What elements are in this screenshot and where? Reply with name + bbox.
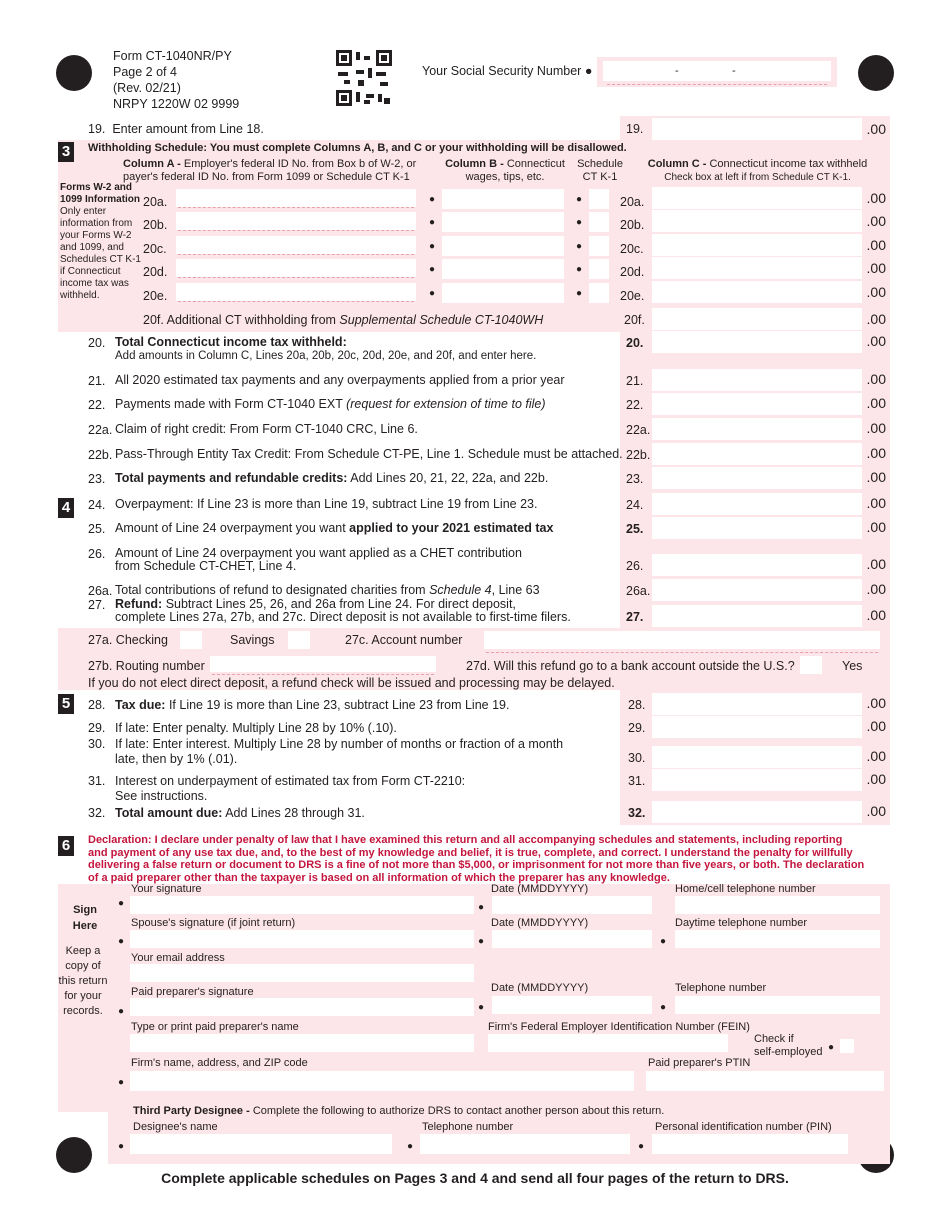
employer-id-input[interactable] [176, 236, 416, 254]
savings-label: Savings [230, 633, 275, 647]
bullet: ● [118, 1006, 125, 1017]
ct-k1-checkbox[interactable] [589, 212, 609, 232]
line-text: Total payments and refundable credits: Add Lines 20, 21, 22, 22a, and 22b. [115, 471, 549, 485]
ct-k1-checkbox[interactable] [589, 283, 609, 303]
employer-id-guide [178, 301, 414, 302]
sign-here: Sign Here [72, 904, 98, 932]
daytime-phone-field[interactable] [675, 930, 880, 948]
date-label: Date (MMDDYYYY) [491, 883, 589, 895]
preparer-name-field[interactable] [130, 1034, 474, 1052]
line-ref: 26. [626, 559, 644, 573]
bullet: ● [638, 1141, 645, 1152]
wages-input[interactable] [442, 259, 564, 279]
line-19-input[interactable] [652, 118, 862, 140]
cents: .00 [866, 695, 886, 711]
home-phone-label: Home/cell telephone number [675, 883, 816, 895]
date-label: Date (MMDDYYYY) [491, 917, 589, 929]
preparer-signature-label: Paid preparer's signature [131, 986, 254, 998]
amount-input[interactable] [652, 716, 862, 738]
bullet: ● [660, 1002, 667, 1013]
withheld-input[interactable] [652, 234, 862, 256]
line-text: Claim of right credit: From Form CT-1040 CRC, Line 6. [115, 422, 418, 436]
account-number-label: 27c. Account number [345, 633, 463, 647]
line-text: All 2020 estimated tax payments and any overpayments applied from a prior year [115, 373, 565, 387]
cents: .00 [866, 519, 886, 535]
ct-k1-checkbox[interactable] [589, 189, 609, 209]
fein-label: Firm's Federal Employer Identification Number (FEIN) [488, 1021, 750, 1033]
bullet: ● [429, 194, 436, 205]
amount-input[interactable] [652, 579, 862, 601]
bullet: ● [429, 217, 436, 228]
schedule-header: Schedule CT K-1 [577, 158, 623, 183]
ct-k1-checkbox[interactable] [589, 236, 609, 256]
employer-id-input[interactable] [176, 212, 416, 230]
line-ref: 20. [626, 336, 644, 350]
daytime-phone-label: Daytime telephone number [675, 917, 808, 929]
amount-input[interactable] [652, 746, 862, 768]
line-ref: 23. [626, 472, 644, 486]
account-number-input[interactable] [484, 631, 880, 649]
line-ref: 22a. [626, 423, 651, 437]
amount-input[interactable] [652, 605, 862, 627]
column-c-header: Column C - Connecticut income tax withheld Check box at left if from Schedule CT K-1. [647, 158, 868, 183]
spouse-date-field[interactable] [492, 930, 652, 948]
designee-name-field[interactable] [130, 1134, 392, 1154]
line-ref: 29. [628, 721, 646, 735]
bullet: ● [660, 936, 667, 947]
third-party-designee: Third Party Designee - Complete the following to authorize DRS to contact another person about this return. [133, 1105, 665, 1117]
page-number: Page 2 of 4 [113, 65, 177, 79]
line-text: Overpayment: If Line 23 is more than Line 19, subtract Line 19 from Line 23. [115, 497, 538, 511]
row-label: 20e. [143, 289, 168, 303]
keep-copy-note: Keep a copy of this return for your records. [58, 945, 108, 1017]
line-text: Tax due: If Line 19 is more than Line 23, subtract Line 23 from Line 19. [115, 698, 510, 712]
line-number: 28. [88, 698, 106, 712]
section-3-title: Withholding Schedule: You must complete Columns A, B, and C or your withholding will be disallowed. [88, 142, 627, 154]
withheld-input[interactable] [652, 281, 862, 303]
line-text: Pass-Through Entity Tax Credit: From Schedule CT-PE, Line 1. Schedule must be attached. [115, 447, 623, 461]
amount-input[interactable] [652, 769, 862, 791]
wages-input[interactable] [442, 283, 564, 303]
qr-code-icon [336, 50, 392, 106]
cents: .00 [866, 420, 886, 436]
preparer-signature-field[interactable] [130, 998, 474, 1016]
line-text: Interest on underpayment of estimated tax from Form CT-2210: See instructions. [115, 774, 466, 803]
employer-id-guide [178, 277, 414, 278]
firm-label: Firm's name, address, and ZIP code [131, 1057, 308, 1069]
date-label: Date (MMDDYYYY) [491, 982, 589, 994]
bullet: ● [576, 217, 583, 228]
line-number: 27. [88, 598, 106, 612]
line-text: Refund: Subtract Lines 25, 26, and 26a from Line 24. For direct deposit, complete Lines 27a, 27b, and 27c. Direct deposit is not available to first-time filers. [115, 597, 571, 624]
cents: .00 [866, 771, 886, 787]
line-text: If late: Enter penalty. Multiply Line 28 by 10% (.10). [115, 721, 397, 735]
line-text: Amount of Line 24 overpayment you want applied to your 2021 estimated tax [115, 521, 554, 535]
routing-number-input[interactable] [210, 656, 436, 672]
fein-field[interactable] [488, 1034, 728, 1052]
section-4-badge: 4 [58, 498, 74, 518]
line-number: 25. [88, 522, 106, 536]
section-3-badge: 3 [58, 142, 74, 162]
bullet: ● [828, 1042, 835, 1053]
withheld-input[interactable] [652, 257, 862, 279]
ptin-label: Paid preparer's PTIN [648, 1057, 751, 1069]
wages-input[interactable] [442, 236, 564, 256]
line-ref: 20a. [620, 195, 645, 209]
bullet: ● [478, 1002, 485, 1013]
cents: .00 [866, 556, 886, 572]
checking-label: 27a. Checking [88, 633, 168, 647]
yes-label: Yes [842, 659, 863, 673]
ptin-field[interactable] [646, 1071, 884, 1091]
line-number: 32. [88, 806, 106, 820]
line-number: 22a. [88, 423, 113, 437]
line-ref: 22b. [626, 448, 651, 462]
line-number: 26a. [88, 584, 113, 598]
registration-mark [858, 55, 894, 91]
your-signature-field[interactable] [130, 896, 474, 914]
line-ref: 20f. [624, 313, 645, 327]
line-text: Amount of Line 24 overpayment you want applied as a CHET contribution from Schedule CT-CHET, Line 4. [115, 546, 522, 573]
line-text: Total contributions of refund to designated charities from Schedule 4, Line 63 [115, 583, 540, 597]
row-label: 20a. [143, 195, 168, 209]
line-20f: 20f. Additional CT withholding from Supplemental Schedule CT-1040WH [143, 313, 544, 327]
line-ref: 30. [628, 751, 646, 765]
line-number: 29. [88, 721, 106, 735]
side-note: Forms W-2 and 1099 Information Only enter information from your Forms W-2 and 1099, and Schedules CT K-1 if Connecticut income tax was withheld. [60, 182, 141, 301]
line-20f-input[interactable] [652, 308, 862, 330]
line-ref: 19. [626, 122, 644, 136]
preparer-date-field[interactable] [492, 996, 652, 1014]
line-number: 22b. [88, 448, 113, 462]
date-field[interactable] [492, 896, 652, 914]
cents: .00 [866, 311, 886, 327]
line-ref: 28. [628, 698, 646, 712]
line-text: Total Connecticut income tax withheld: Add amounts in Column C, Lines 20a, 20b, 20c, 20d, 20e, and 20f, and enter here. [115, 335, 537, 362]
line-ref: 31. [628, 774, 646, 788]
line-ref: 27. [626, 610, 644, 624]
line-number: 21. [88, 374, 106, 388]
cents: .00 [866, 445, 886, 461]
designee-phone-field[interactable] [420, 1134, 630, 1154]
bullet: ● [576, 264, 583, 275]
cents: .00 [866, 237, 886, 253]
row-label: 20d. [143, 265, 168, 279]
cents: .00 [866, 284, 886, 300]
account-number-guide [486, 652, 878, 653]
bullet: ● [576, 288, 583, 299]
amount-input[interactable] [652, 493, 862, 515]
pin-field[interactable] [652, 1134, 848, 1154]
form-header [113, 48, 239, 112]
firm-field[interactable] [130, 1071, 634, 1091]
bullet: ● [407, 1141, 414, 1152]
registration-mark [56, 1137, 92, 1173]
amount-input[interactable] [652, 369, 862, 391]
bullet: ● [478, 902, 485, 913]
bullet: ● [429, 288, 436, 299]
employer-id-input[interactable] [176, 259, 416, 277]
line-ref: 25. [626, 522, 644, 536]
column-b-header: Column B - Connecticut wages, tips, etc. [445, 158, 565, 183]
preparer-phone-field[interactable] [675, 996, 880, 1014]
employer-id-guide [178, 207, 414, 208]
line-ref: 20b. [620, 218, 645, 232]
home-phone-field[interactable] [675, 896, 880, 914]
preparer-phone-label: Telephone number [675, 982, 767, 994]
ct-k1-checkbox[interactable] [589, 259, 609, 279]
pin-label: Personal identification number (PIN) [655, 1121, 832, 1133]
ssn-label: Your Social Security Number ● [422, 64, 593, 78]
cents: .00 [866, 803, 886, 819]
employer-id-guide [178, 254, 414, 255]
savings-checkbox[interactable] [288, 631, 310, 649]
line-ref: 20e. [620, 289, 645, 303]
withheld-input[interactable] [652, 210, 862, 232]
section-5-badge: 5 [58, 694, 74, 714]
line-number: 22. [88, 398, 106, 412]
bullet: ● [118, 1141, 125, 1152]
employer-id-guide [178, 230, 414, 231]
cents: .00 [866, 581, 886, 597]
self-employed-label: Check if self-employed [754, 1033, 823, 1058]
line-number: 24. [88, 498, 106, 512]
bullet: ● [118, 936, 125, 947]
amount-input[interactable] [652, 693, 862, 715]
your-signature-label: Your signature [131, 883, 202, 895]
ssn-field[interactable]: - - [597, 57, 837, 87]
checking-checkbox[interactable] [180, 631, 202, 649]
line-number: 31. [88, 774, 106, 788]
cents: .00 [866, 190, 886, 206]
registration-mark [56, 55, 92, 91]
line-ref: 21. [626, 374, 644, 388]
cents: .00 [866, 607, 886, 623]
section-6-badge: 6 [58, 836, 74, 856]
form-code: NRPY 1220W 02 9999 [113, 97, 240, 111]
cents: .00 [866, 495, 886, 511]
line-number: 23. [88, 472, 106, 486]
line-text: Payments made with Form CT-1040 EXT (request for extension of time to file) [115, 397, 546, 411]
designee-label: Designee's name [133, 1121, 218, 1133]
line-number: 30. [88, 737, 106, 751]
direct-deposit-note: If you do not elect direct deposit, a refund check will be issued and processing may be delayed. [88, 676, 615, 690]
routing-number-guide [212, 674, 434, 675]
preparer-name-label: Type or print paid preparer's name [131, 1021, 299, 1033]
cents: .00 [866, 395, 886, 411]
withheld-input[interactable] [652, 187, 862, 209]
line-ref: 20d. [620, 265, 645, 279]
line-ref: 26a. [626, 584, 651, 598]
wages-input[interactable] [442, 189, 564, 209]
row-label: 20b. [143, 218, 168, 232]
revision: (Rev. 02/21) [113, 81, 181, 95]
footer-instructions: Complete applicable schedules on Pages 3 and 4 and send all four pages of the return to DRS. [161, 1170, 789, 1186]
outside-us-question: 27d. Will this refund go to a bank account outside the U.S.? [466, 659, 795, 673]
designee-phone-label: Telephone number [422, 1121, 514, 1133]
cents: .00 [866, 371, 886, 387]
cents: .00 [866, 260, 886, 276]
cents: .00 [866, 469, 886, 485]
self-employed-checkbox[interactable] [840, 1039, 854, 1053]
bullet: ● [118, 1077, 125, 1088]
amount-input[interactable] [652, 467, 862, 489]
amount-input[interactable] [652, 443, 862, 465]
bullet: ● [478, 936, 485, 947]
spouse-signature-field[interactable] [130, 930, 474, 948]
amount-input[interactable] [652, 393, 862, 415]
bullet: ● [576, 194, 583, 205]
line-number: 26. [88, 547, 106, 561]
outside-us-checkbox[interactable] [800, 656, 822, 674]
amount-input[interactable] [652, 418, 862, 440]
cents: .00 [866, 121, 886, 137]
line-number: 20. [88, 336, 106, 350]
cents: .00 [866, 718, 886, 734]
line-ref: 22. [626, 398, 644, 412]
email-field[interactable] [130, 964, 474, 982]
amount-input[interactable] [652, 801, 862, 823]
employer-id-input[interactable] [176, 283, 416, 301]
form-id: Form CT-1040NR/PY [113, 49, 232, 63]
amount-input[interactable] [652, 554, 862, 576]
cents: .00 [866, 213, 886, 229]
bullet: ● [576, 241, 583, 252]
amount-input[interactable] [652, 331, 862, 353]
line-text: If late: Enter interest. Multiply Line 28 by number of months or fraction of a month late, then by 1% (.01). [115, 737, 564, 766]
cents: .00 [866, 748, 886, 764]
routing-number-label: 27b. Routing number [88, 659, 205, 673]
spouse-signature-label: Spouse's signature (if joint return) [131, 917, 296, 929]
row-label: 20c. [143, 242, 167, 256]
line-ref: 24. [626, 498, 644, 512]
line-ref: 32. [628, 806, 646, 820]
line-ref: 20c. [620, 242, 644, 256]
line-text: Total amount due: Add Lines 28 through 31. [115, 806, 365, 820]
bullet: ● [429, 241, 436, 252]
bullet: ● [429, 264, 436, 275]
line-19: 19. Enter amount from Line 18. [88, 122, 264, 136]
employer-id-input[interactable] [176, 189, 416, 207]
column-a-header: Column A - Employer's federal ID No. from Box b of W-2, or payer's federal ID No. from Form 1099 or Schedule CT K-1 [123, 158, 417, 183]
email-label: Your email address [131, 952, 225, 964]
declaration: Declaration: I declare under penalty of law that I have examined this return and all accompanying schedules and statements, including reporting and payment of any use tax due, and, to the best of my knowledge and belief, it is true, complete, and correct. I understand the penalty for willfully delivering a false return or document to DRS is a fine of not more than $5,000, or imprisonment for not more than five years, or both. The declaration of a paid preparer other than the taxpayer is based on all information of which the preparer has any knowledge. [88, 834, 865, 884]
wages-input[interactable] [442, 212, 564, 232]
cents: .00 [866, 333, 886, 349]
bullet: ● [118, 898, 125, 909]
amount-input[interactable] [652, 517, 862, 539]
